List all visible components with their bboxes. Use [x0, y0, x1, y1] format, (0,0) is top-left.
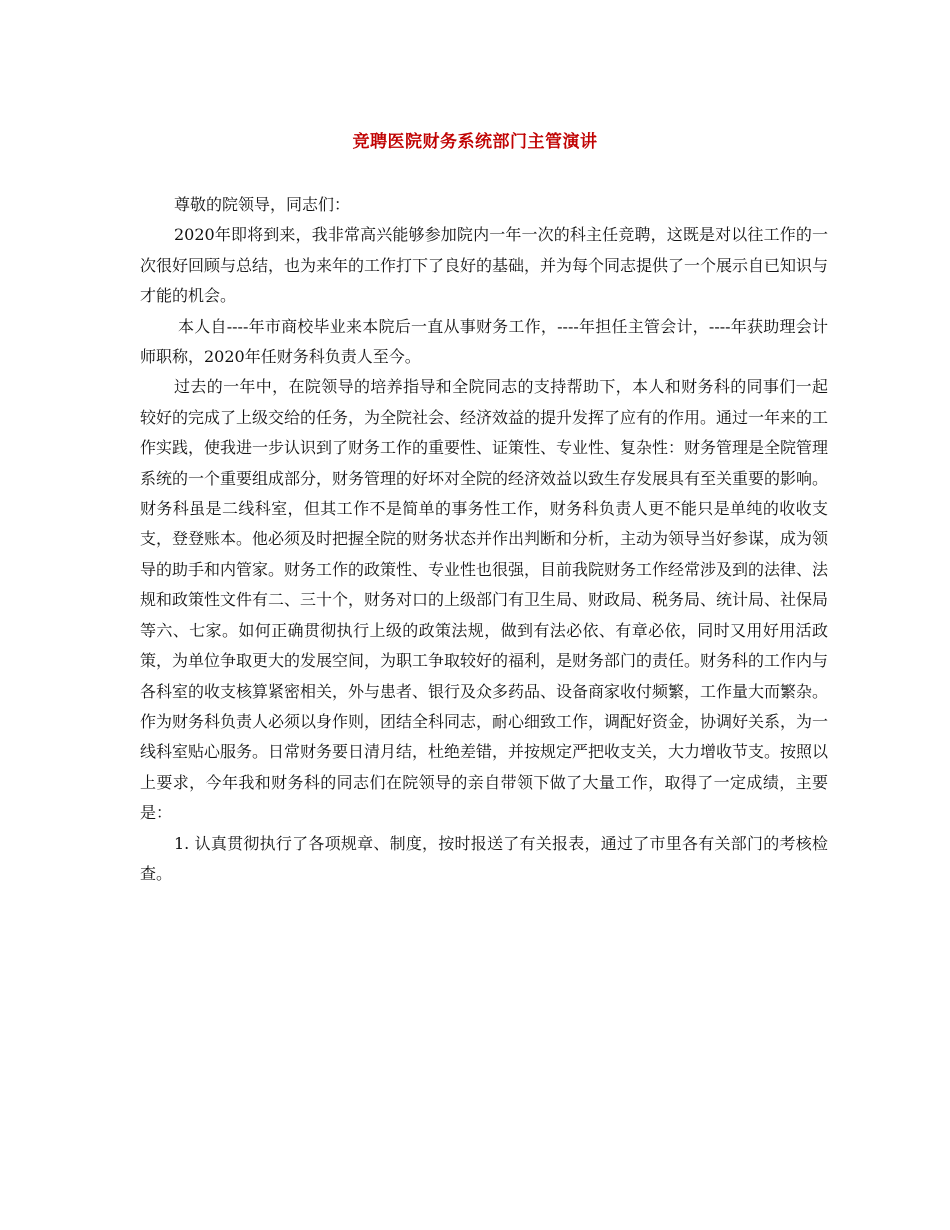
- document-body: [140, 190, 828, 889]
- body-paragraph: 2020年即将到来，我非常高兴能够参加院内一年一次的科主任竞聘，这既是对以往工作的一次很好回顾与总结，也为来年的工作打下了良好的基础，并为每个同志提供了一个展示自已知识与才能的机会。: [140, 225, 829, 306]
- list-item-paragraph: 1. 认真贯彻执行了各项规章、制度，按时报送了有关报表，通过了市里各有关部门的考核检查。: [140, 833, 828, 883]
- body-paragraph: 过去的一年中，在院领导的培养指导和全院同志的支持帮助下，本人和财务科的同事们一起较好的完成了上级交给的任务，为全院社会、经济效益的提升发挥了应有的作用。通过一年来的工作实践，使我进一步认识到了财务工作的重要性、证策性、专业性、复杂性：财务管理是全院管理系统的一个重要组成部分，财务管理的好坏对全院的经济效益以致生存发展具有至关重要的影响。财务科虽是二线科室，但其工作不是简单的事务性工作，财务科负责人更不能只是单纯的收收支支，登登账本。他必须及时把握全院的财务状态并作出判断和分析，主动为领导当好参谋，成为领导的助手和内管家。财务工作的政策性、专业性也很强，目前我院财务工作经常涉及到的法律、法规和政策性文件有二、三十个，财务对口的上级部门有卫生局、财政局、税务局、统计局、社保局等六、七家。如何正确贯彻执行上级的政策法规，做到有法必依、有章必依，同时又用好用活政策，为单位争取更大的发展空间，为职工争取较好的福利，是财务部门的责任。财务科的工作内与各科室的收支核算紧密相关，外与患者、银行及众多药品、设备商家收付频繁，工作量大而繁杂。作为财务科负责人必须以身作则，团结全科同志，耐心细致工作，调配好资金，协调好关系，为一线科室贴心服务。日常财务要日清月结，杜绝差错，并按规定严把收支关，大力增收节支。按照以上要求，今年我和财务科的同志们在院领导的亲自带领下做了大量工作，取得了一定成绩，主要是：: [140, 377, 829, 823]
- salutation-paragraph: 尊敬的院领导，同志们：: [174, 195, 351, 214]
- document-title: 竞聘医院财务系统部门主管演讲: [352, 132, 598, 152]
- body-paragraph: 本人自----年市商校毕业来本院后一直从事财务工作，----年担任主管会计，----年获助理会计师职称，2020年任财务科负责人至今。: [140, 316, 828, 367]
